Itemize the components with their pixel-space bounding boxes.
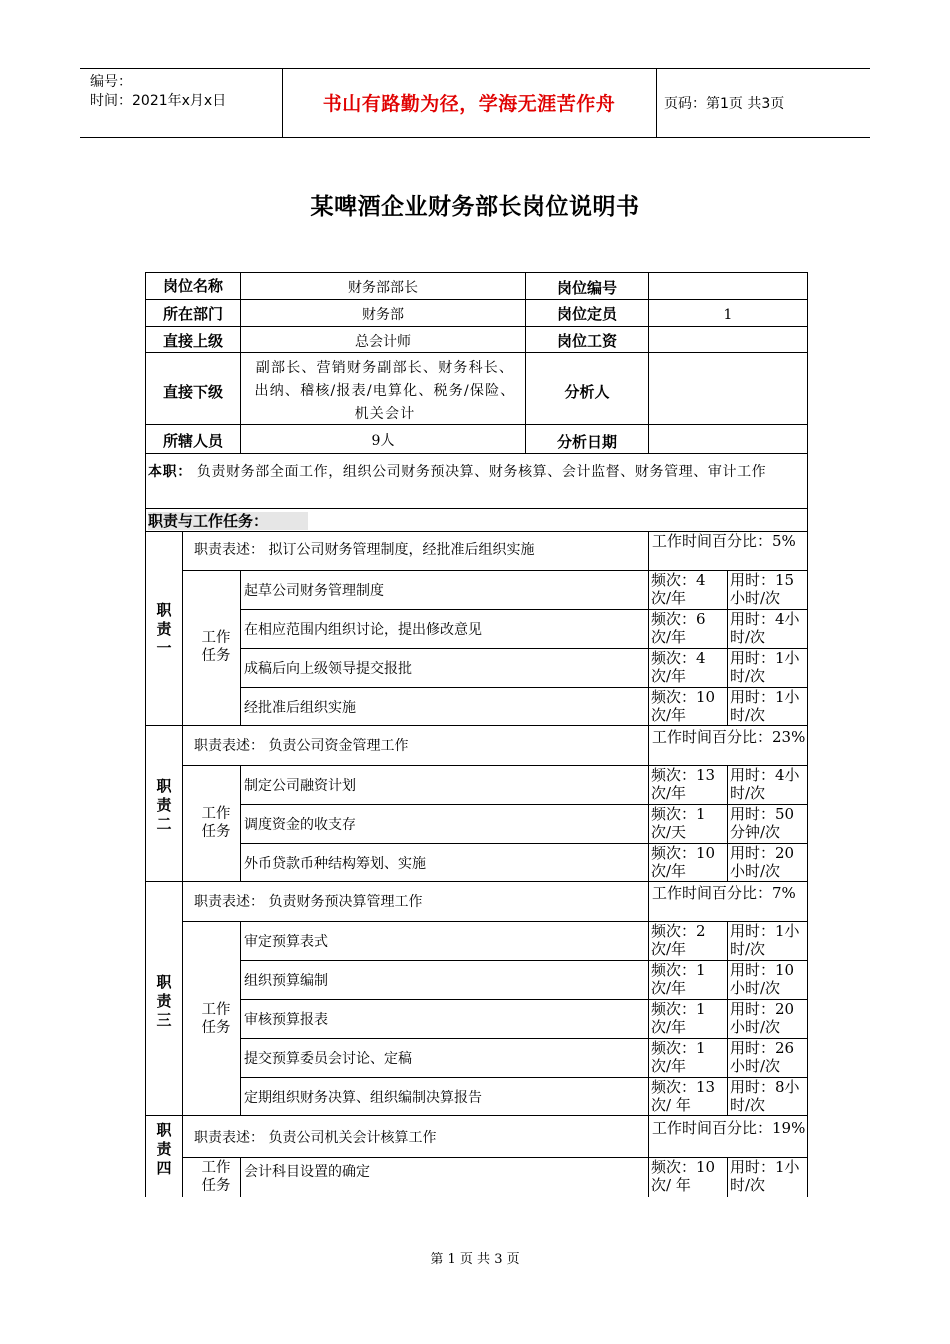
duty-1-task-1: 起草公司财务管理制度 [244,583,384,599]
duty-4-percent: 工作时间百分比：19% [652,1119,806,1137]
headcount-value: 1 [723,307,733,323]
page-footer: 第 1 页 共 3 页 [430,1252,520,1267]
duty-1-task-label: 工作 任务 [201,630,231,664]
header-meta [90,73,226,111]
duty-2-task-3-time: 用时：20小时/次 [730,844,795,880]
duty-2-percent: 工作时间百分比：23% [652,728,806,746]
duty-3-task-4: 提交预算委员会讨论、定稿 [244,1051,412,1067]
department-label: 所在部门 [162,305,223,323]
superior-value: 总会计师 [355,334,411,350]
doc-number-label: 编号： [90,74,132,90]
duty-4-label: 职 责 四 [156,1121,172,1177]
duty-2-task-3-freq: 频次：10次/年 [651,844,716,880]
duty-2-task-2-time: 用时：50分钟/次 [730,805,795,841]
duty-3-task-2: 组织预算编制 [244,973,328,989]
duty-3-task-5-freq: 频次：13次/ 年 [651,1078,716,1114]
duty-1-task-2-freq: 频次：6次/年 [651,610,706,646]
duty-3-task-4-time: 用时：26小时/次 [730,1039,795,1075]
headcount-label: 岗位定员 [556,305,617,323]
duty-1-task-3-time: 用时：1小时/次 [730,649,800,685]
document-title: 某啤酒企业财务部长岗位说明书 [310,193,640,220]
core-duty-text: 负责财务部全面工作，组织公司财务预决算、财务核算、会计监督、财务管理、审计工作 [196,464,767,480]
duty-1-task-1-time: 用时：15小时/次 [730,571,795,607]
duty-3-task-1: 审定预算表式 [244,934,328,950]
analysis-date-label: 分析日期 [556,433,617,451]
duty-2-task-2: 调度资金的收支存 [244,817,356,833]
header-page-info: 页码：第1页 共3页 [664,96,785,112]
superior-label: 直接上级 [162,332,223,350]
duty-3-task-2-freq: 频次：1次/年 [651,961,706,997]
duty-2-task-1-freq: 频次：13次/年 [651,766,716,802]
job-description-table [145,272,808,1197]
core-duty [148,461,804,484]
duty-1-task-4-freq: 频次：10次/年 [651,688,716,724]
position-no-label: 岗位编号 [556,279,617,297]
doc-time-label: 时间：2021年x月x日 [90,93,227,109]
duty-3-task-3-freq: 频次：1次/年 [651,1000,706,1036]
duty-3-task-1-time: 用时：1小时/次 [730,922,800,958]
subordinates-label: 直接下级 [162,383,223,401]
header-motto: 书山有路勤为径，学海无涯苦作舟 [322,93,616,115]
duty-4-task-label: 工作 任务 [201,1160,231,1194]
page-header [80,68,870,138]
position-name-label: 岗位名称 [162,277,223,295]
duty-1-task-3-freq: 频次：4次/年 [651,649,706,685]
duty-3-task-4-freq: 频次：1次/年 [651,1039,706,1075]
analyst-label: 分析人 [564,383,610,401]
position-name-value: 财务部部长 [348,280,418,296]
duty-1-task-2-time: 用时：4小时/次 [730,610,800,646]
duty-3-task-5: 定期组织财务决算、组织编制决算报告 [244,1090,482,1106]
duty-3-label: 职 责 三 [156,973,172,1029]
salary-label: 岗位工资 [556,332,617,350]
duty-3-task-5-time: 用时：8小时/次 [730,1078,800,1114]
duty-3-statement: 职责表述： 负责财务预决算管理工作 [194,894,423,910]
duty-3-percent: 工作时间百分比：7% [652,884,796,902]
duty-3-task-3: 审核预算报表 [244,1012,328,1028]
duty-2-statement: 职责表述： 负责公司资金管理工作 [194,738,409,754]
duty-1-task-2: 在相应范围内组织讨论，提出修改意见 [244,622,482,638]
duty-1-task-4: 经批准后组织实施 [244,700,356,716]
department-value: 财务部 [362,307,404,323]
duty-2-task-1: 制定公司融资计划 [244,778,356,794]
staff-value: 9人 [371,433,395,449]
duty-2-label: 职 责 二 [156,777,172,833]
duty-4-task-1-freq: 频次：10次/ 年 [651,1158,716,1194]
core-duty-label: 本职： [148,464,192,480]
duties-heading: 职责与工作任务： [148,512,308,530]
duty-4-task-1: 会计科目设置的确定 [244,1164,370,1180]
staff-label: 所辖人员 [162,432,223,450]
subordinates-value: 副部长、营销财务副部长、财务科长、出纳、稽核/报表/电算化、税务/保险、机关会计 [254,360,516,422]
duty-3-task-label: 工作 任务 [201,1002,231,1036]
duty-3-task-3-time: 用时：20小时/次 [730,1000,795,1036]
duty-2-task-3: 外币贷款币种结构筹划、实施 [244,856,426,872]
duty-1-task-3: 成稿后向上级领导提交报批 [244,661,412,677]
duty-2-task-2-freq: 频次：1次/天 [651,805,706,841]
duty-4-statement: 职责表述： 负责公司机关会计核算工作 [194,1130,437,1146]
duty-2-task-label: 工作 任务 [201,806,231,840]
duty-1-percent: 工作时间百分比：5% [652,532,796,550]
duty-3-task-1-freq: 频次：2次/年 [651,922,706,958]
duty-1-statement: 职责表述： 拟订公司财务管理制度，经批准后组织实施 [194,542,535,558]
duty-1-task-1-freq: 频次：4次/年 [651,571,706,607]
duty-4-task-1-time: 用时：1小时/次 [730,1158,800,1194]
duty-3-task-2-time: 用时：10小时/次 [730,961,795,997]
duty-1-label: 职 责 一 [156,601,172,657]
duty-1-task-4-time: 用时：1小时/次 [730,688,800,724]
duty-2-task-1-time: 用时：4小时/次 [730,766,800,802]
